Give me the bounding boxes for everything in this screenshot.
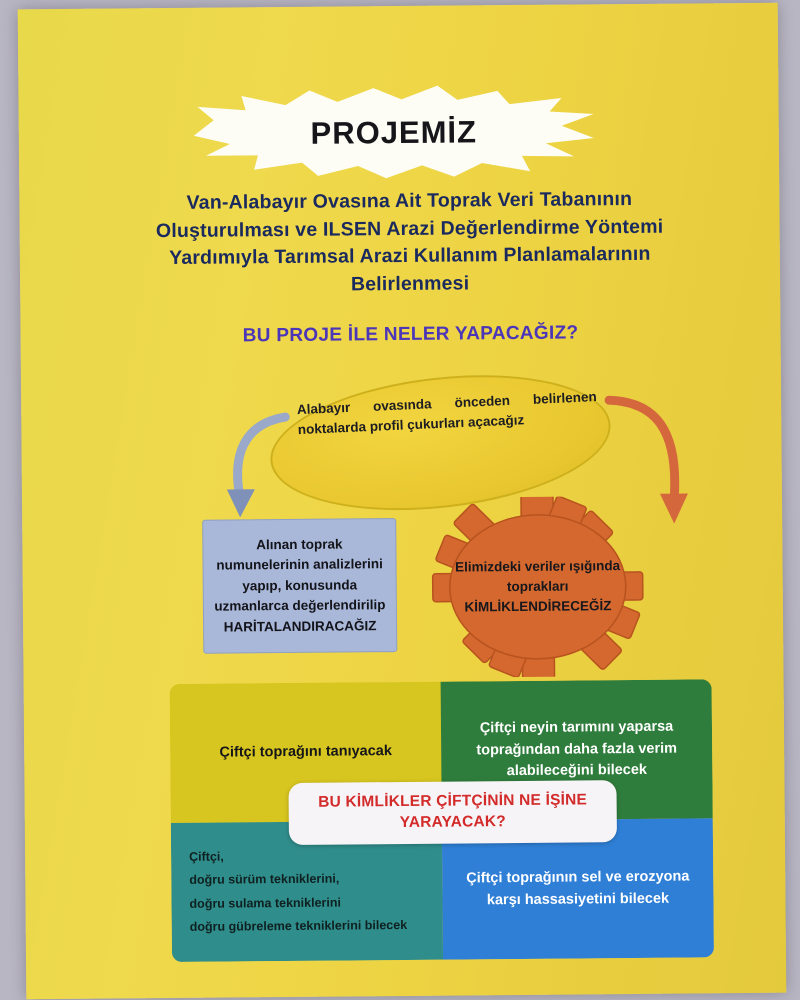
- quadrant-cell-4-label: Çiftçi toprağının sel ve erozyona karşı hassasiyetini bilecek: [466, 868, 690, 908]
- poster-canvas: [18, 3, 787, 1000]
- flow-ellipse-label: Alabayır ovasında önceden belirlenen noktalarda profil çukurları açacağız: [296, 389, 597, 438]
- flow-blue-box-label: Alınan toprak numunelerinin analizlerini yapıp, konusunda uzmanlarca değerlendirilip HARİTALANDIRACAĞIZ: [214, 536, 386, 635]
- center-question-label: BU KİMLİKLER ÇİFTÇİNİN NE İŞİNE YARAYACAK?: [318, 791, 588, 832]
- flow-gear-label: Elimizdeki veriler ışığında toprakları KİMLİKLENDİRECEĞİZ: [454, 557, 621, 615]
- flow-gear-node: [428, 496, 648, 678]
- flow-blue-box: [202, 518, 397, 654]
- quadrant-cell-1-label: Çiftçi toprağını tanıyacak: [219, 743, 392, 761]
- quadrant-cell-2-label: Çiftçi neyin tarımını yaparsa toprağından daha fazla verim alabileceğini bilecek: [476, 718, 678, 780]
- project-title: Van-Alabayır Ovasına Ait Toprak Veri Tabanının Oluşturulması ve ILSEN Arazi Değerlendirme Yöntemi Yardımıyla Tarımsal Arazi Kullanım Planlamalarının Belirlenmesi: [155, 187, 664, 296]
- quadrant-cell-3-label: Çiftçi, doğru sürüm tekniklerini, doğru sulama tekniklerini doğru gübreleme tekniklerini bilecek: [189, 849, 408, 934]
- starburst-title: [193, 82, 594, 181]
- project-question-heading: BU PROJE İLE NELER YAPACAĞIZ?: [242, 322, 579, 347]
- starburst-title-label: PROJEMİZ: [310, 114, 478, 151]
- center-question-badge: [288, 780, 617, 845]
